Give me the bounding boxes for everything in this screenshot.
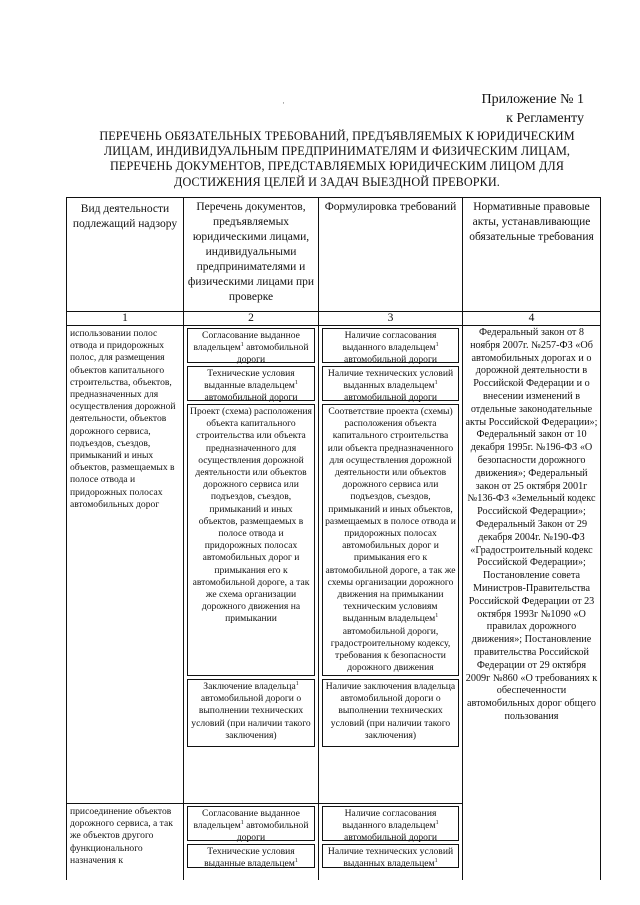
requirement-item: Соответствие проекта (схемы) расположения объекта капитального строительства или объекта предназначенного для осуществления дорожной деятельности или объектов дорожного сервиса или подъездов, съездов, примыканий и иных объектов, размещаемых в полосе отвода и придорожных полосах автомобильных дорог и примыкания его к автомобильной дороге, а так же схемы организации дорожного движения на примыкании техническим условиям выданным владельцем$^1$ автомобильной дороги, градостроительному кодексу, требования к безопасности дорожного движения [322, 404, 459, 676]
column-number: 4 [463, 312, 601, 326]
document-item: Согласование выданное владельцем$^1$ автомобильной дороги [187, 328, 315, 363]
legal-acts-text: Федеральный закон от 8 ноября 2007г. №257-ФЗ «Об автомобильных дорогах и о дорожной деятельности в Российской Федерации и о внесении изменений в отдельные законодательные акты Российской Федерации»; Федеральный закон от 10 декабря 1995г. №196-ФЗ «О безопасности дорожного движения»; Федеральный закон от 25 октября 2001г №136-ФЗ «Земельный кодекс Российской Федерации»; Федеральный Закон от 29 декабря 2004г. №190-ФЗ «Градостроительный кодекс Российской Федерации»; Постановление совета Министров-Правительства Российской Федерации от 23 октября 1993г №1090 «О правилах дорожного движения»; Постановление правительства Российской Федерации от 29 октября 2009г №860 «О требованиях к обеспеченности автомобильных дорог общего пользования [465, 327, 598, 722]
requirement-item: Наличие технических условий выданных владельцем$^1$ автомобильной дороги [322, 366, 459, 401]
regulation-label: к Регламенту [506, 111, 584, 126]
document-item: Проект (схема) расположения объекта капитального строительства или объекта предназначенного для осуществления дорожной деятельности или объектов дорожного сервиса или подъездов, съездов, примыканий и иных объектов, размещаемых в полосе отвода и придорожных полосах автомобильных дорог и примыкания его к автомобильной дороге, а так же схема организации дорожного движения на примыкании [187, 404, 315, 676]
column-number: 3 [319, 312, 463, 326]
requirement-item: Наличие согласования выданного владельцем$^1$ автомобильной дороги [322, 328, 459, 363]
header-requirements: Формулировка требований [319, 198, 463, 312]
column-number: 2 [184, 312, 319, 326]
document-title [72, 129, 602, 190]
documents-cell [184, 326, 319, 804]
header-row [67, 198, 601, 312]
activity-cell [67, 804, 184, 881]
requirement-item: Наличие заключения владельца автомобильной дороги о выполнении технических условий (при наличии такого заключения) [322, 679, 459, 747]
header-legal-acts: Нормативные правовые акты, устанавливающие обязательные требования [463, 198, 601, 312]
requirements-cell [319, 326, 463, 804]
document-item: Технические условия выданные владельцем$^1$ автомобильной дороги [187, 366, 315, 401]
title-line: ЛИЦАМ, ИНДИВИДУАЛЬНЫМ ПРЕДПРИНИМАТЕЛЯМ И ФИЗИЧЕСКИМ ЛИЦАМ, [103, 144, 571, 159]
requirement-item: Наличие технических условий выданных владельцем$^1$ [322, 844, 459, 868]
requirements-cell [319, 804, 463, 881]
appendix-label: Приложение № 1 [481, 92, 584, 107]
requirement-item: Наличие согласования выданного владельцем$^1$ автомобильной дороги [322, 806, 459, 841]
column-number: 1 [67, 312, 184, 326]
activity-text: присоединение объектов дорожного сервиса, а так же объектов другого функционального назначения к [70, 806, 173, 866]
number-row [67, 312, 601, 326]
activity-text: использовании полос отвода и придорожных полос, для размещения объектов капитального строительства, объектов, предназначенных для осуществления дорожной деятельности, объектов дорожного сервиса, подъездов, съездов, примыканий и иных объектов, размещаемых в полосе отвода и придорожных полосах автомобильных дорог [70, 328, 176, 510]
title-line: ПЕРЕЧЕНЬ ДОКУМЕНТОВ, ПРЕДСТАВЛЯЕМЫХ ЮРИДИЧЕСКИМ ЛИЦОМ ДЛЯ [110, 159, 564, 174]
document-item: Согласование выданное владельцем$^1$ автомобильной дороги [187, 806, 315, 841]
documents-cell [184, 804, 319, 881]
title-line: ПЕРЕЧЕНЬ ОБЯЗАТЕЛЬНЫХ ТРЕБОВАНИЙ, ПРЕДЪЯВЛЯЕМЫХ К ЮРИДИЧЕСКИМ [99, 129, 575, 143]
legal-acts-cell [463, 326, 601, 881]
title-line: ДОСТИЖЕНИЯ ЦЕЛЕЙ И ЗАДАЧ ВЫЕЗДНОЙ ПРЕВОРКИ. [174, 174, 500, 189]
body-row [67, 326, 601, 804]
requirements-table [66, 197, 601, 880]
activity-cell [67, 326, 184, 804]
header-documents: Перечень документов, предъявляемых юридическими лицами, индивидуальными предпринимателями и физическими лицами при проверке [184, 198, 319, 312]
document-item: Технические условия выданные владельцем$^1$ [187, 844, 315, 868]
scan-dot: · [282, 98, 285, 108]
document-item: Заключение владельца$^1$ автомобильной дороги о выполнении технических условий (при наличии такого заключения) [187, 679, 315, 747]
header-activity: Вид деятельности подлежащий надзору [67, 198, 184, 312]
